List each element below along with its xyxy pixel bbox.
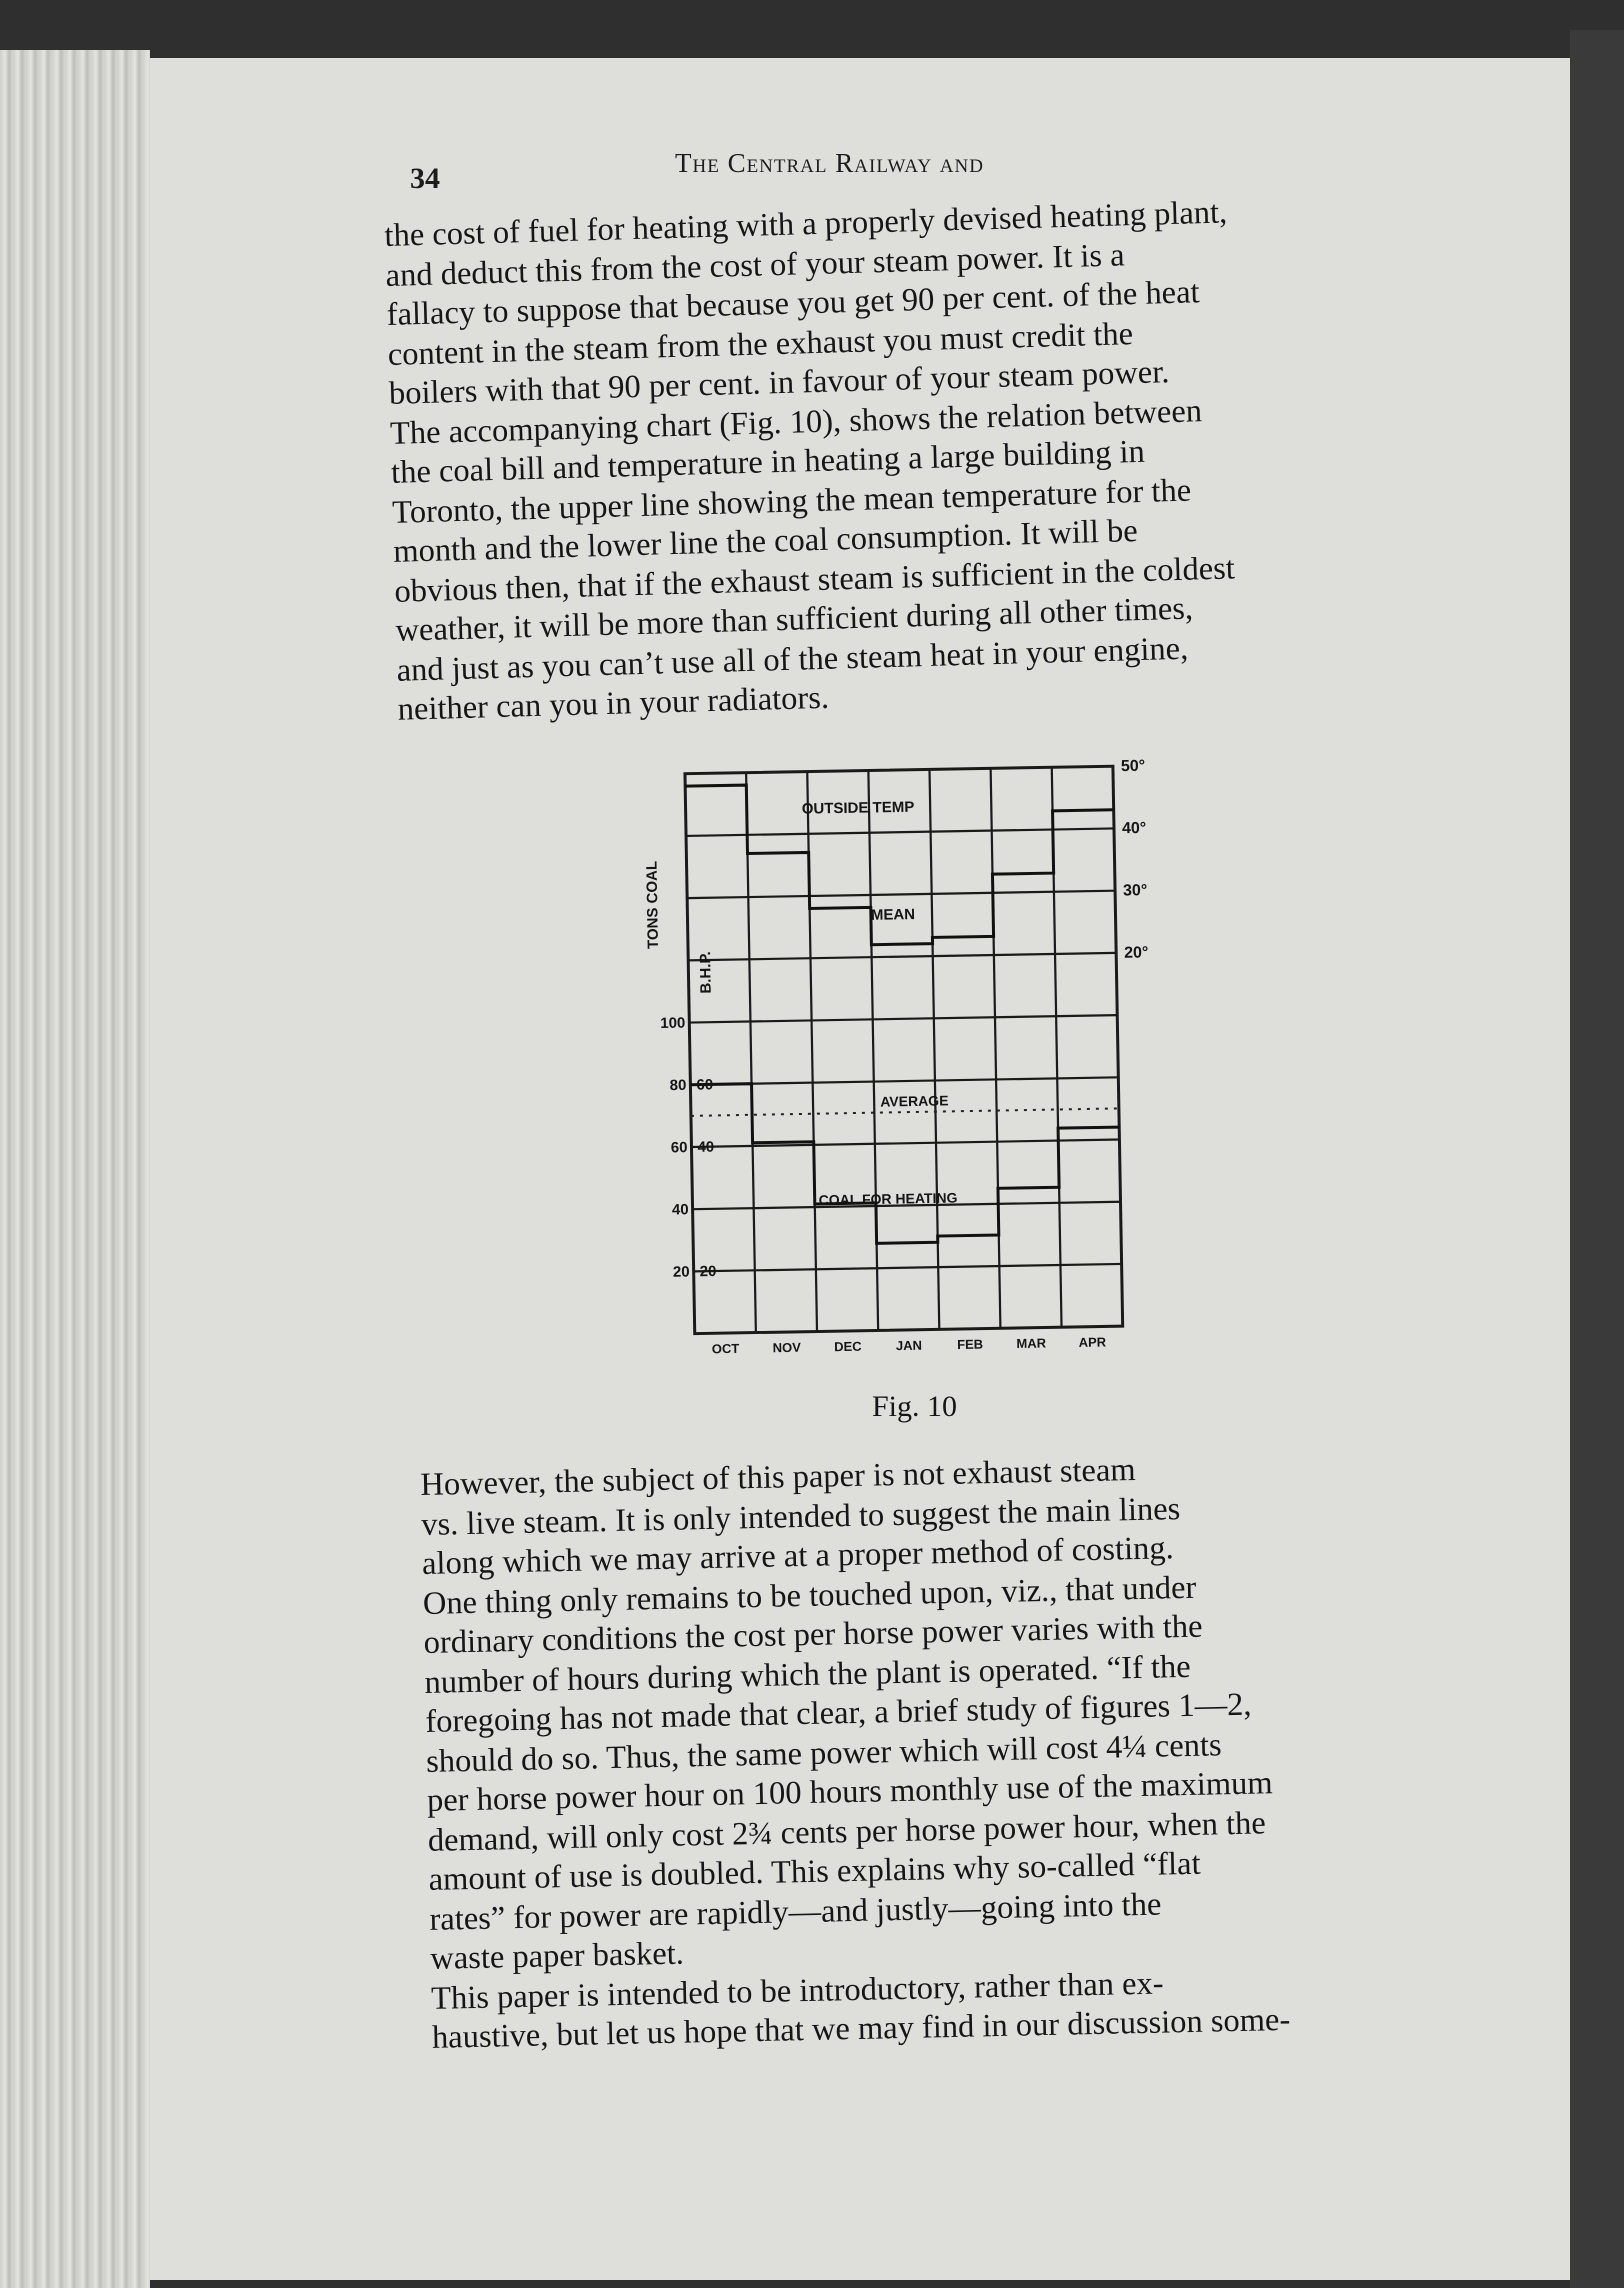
right-tick-label: 40° [1121, 819, 1147, 838]
grid-vline [930, 769, 940, 1329]
x-tick-label: APR [1078, 1334, 1107, 1350]
annotation-outside-temp: OUTSIDE TEMP [801, 798, 915, 818]
left-tick-label: 100 [660, 1014, 686, 1033]
inner-tick-label: 40 [697, 1138, 715, 1156]
paragraph-1: the cost of fuel for heating with a properly devised heating plant, and deduct this from the cost of your steam power. It is a fallacy to suppose that because you get 90 per cent. of the heat content in the steam from the exhaust you must credit the boilers with that 90 per cent. in favour of your steam power. The accompanying chart (Fig. 10), shows the relation between the coal bill and temperature in heating a large building in Toronto, the upper line showing the mean temperature for the month and the lower line the coal consumption. It will be obvious then, that if the exhaust steam is sufficient in the coldest weather, it will be more than sufficient during all other times, and just as you can’t use all of the steam heat in your engine, neither can you in your radiators. [384, 194, 1236, 728]
x-tick-label: NOV [772, 1339, 801, 1356]
annotation-coal: COAL FOR HEATING [818, 1189, 958, 1208]
x-tick-label: OCT [711, 1340, 740, 1357]
page-number: 34 [410, 162, 440, 195]
left-tick-label: 80 [669, 1076, 687, 1095]
book-edge-shadow [1570, 30, 1624, 2288]
grid-vline [868, 771, 878, 1331]
left-axis-label: TONS COAL [643, 860, 663, 950]
chart-grid [685, 766, 1123, 1333]
right-tick-label: 20° [1124, 944, 1149, 962]
inner-tick-label: 20 [699, 1263, 717, 1281]
grid-hline [690, 1077, 1118, 1084]
left-axis-label-2: B.H.P. [697, 951, 715, 994]
right-tick-label: 30° [1122, 882, 1148, 900]
grid-hline [686, 828, 1114, 835]
fig-10-chart [635, 746, 1166, 1375]
grid-hline [687, 891, 1115, 898]
left-tick-label: 40 [671, 1201, 689, 1219]
x-tick-label: DEC [833, 1338, 862, 1355]
grid-vline [746, 773, 756, 1333]
x-tick-label: MAR [1016, 1335, 1047, 1352]
grid-hline [694, 1264, 1122, 1271]
inner-tick-label: 60 [696, 1076, 714, 1094]
left-tick-label: 20 [672, 1263, 690, 1281]
average-line [691, 1108, 1119, 1115]
grid-hline [689, 1015, 1117, 1022]
average-label: AVERAGE [880, 1092, 949, 1110]
page-stack-edges [0, 50, 150, 2288]
x-tick-label: FEB [956, 1336, 984, 1353]
left-tick-label: 60 [670, 1139, 688, 1157]
grid-vline [991, 768, 1001, 1328]
right-tick-label: 50° [1120, 757, 1146, 776]
grid-hline [688, 953, 1116, 960]
x-tick-label: JAN [895, 1337, 923, 1354]
running-head: The Central Railway and [675, 148, 984, 178]
annotation-mean: MEAN [870, 906, 916, 924]
paragraph-2: However, the subject of this paper is not exhaust steam vs. live steam. It is only intended to suggest the main lines along which we may arrive at a proper method of costing. One thing only remains to be touched upon, viz., that under ordinary conditions the cost per horse power varies with the number of hours during which the plant is operated. “If the foregoing has not made that clear, a brief study of figures 1—2, should do so. Thus, the same power which will cost 4¼ cents per horse power hour on 100 hours monthly use of the maximum demand, will only cost 2¾ cents per horse power hour, when the amount of use is doubled. This explains why so-called “flat rates” for power are rapidly—and justly—going into the waste paper basket. This paper is intended to be introductory, rather than ex- haustive, but let us hope that we may find in our discussion some- [420, 1452, 1291, 2056]
figure-caption: Fig. 10 [872, 1390, 958, 1423]
